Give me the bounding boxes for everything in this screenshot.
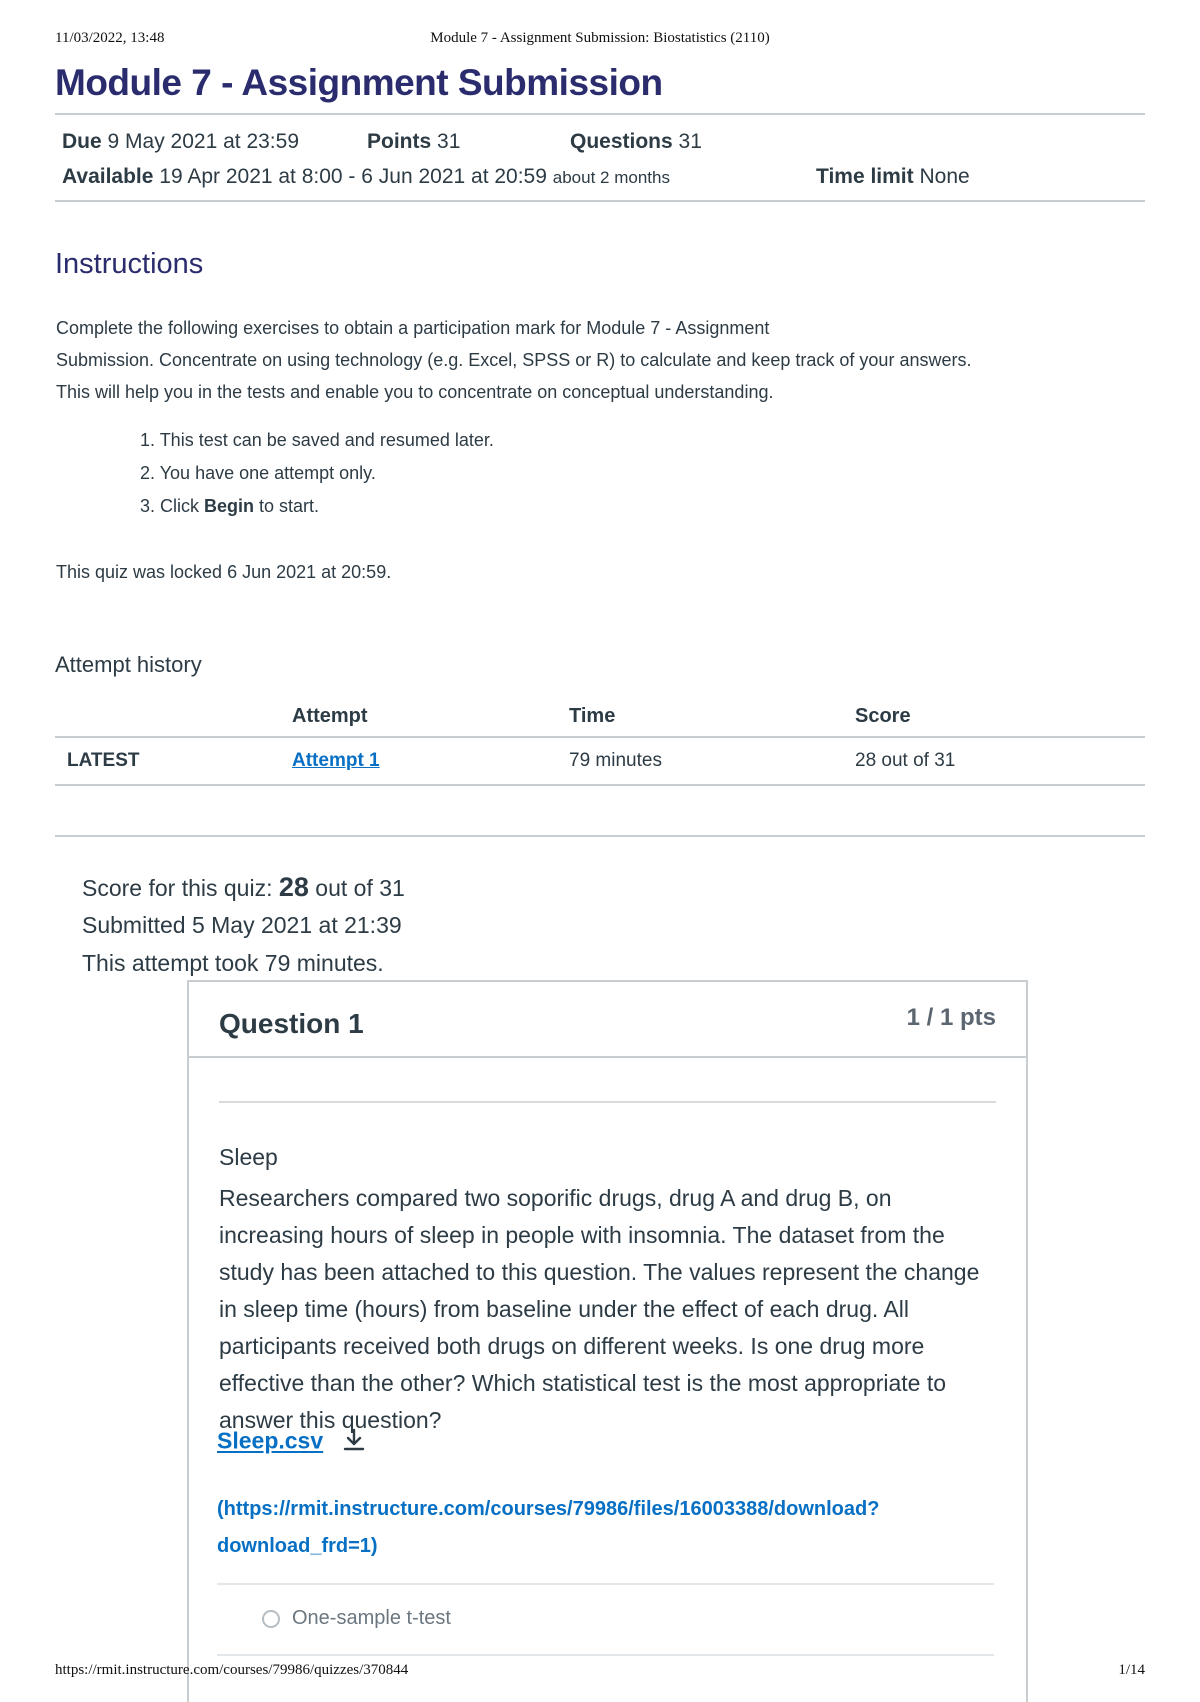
attempt-status: LATEST bbox=[67, 750, 140, 771]
divider bbox=[219, 1101, 996, 1103]
step-item: 3. Click Begin to start. bbox=[140, 496, 320, 516]
table-header-row bbox=[55, 696, 1145, 738]
question-subtitle: Sleep bbox=[219, 1144, 278, 1170]
instructions-steps bbox=[140, 424, 494, 523]
available-note: about 2 months bbox=[552, 168, 670, 187]
divider bbox=[55, 835, 1145, 837]
question-points: 1 / 1 pts bbox=[906, 1004, 996, 1031]
questions-label: Questions bbox=[570, 130, 673, 153]
step-item: 2. You have one attempt only. bbox=[140, 463, 376, 483]
attempt-history-table bbox=[55, 696, 1145, 786]
attempt-history-heading: Attempt history bbox=[55, 652, 202, 677]
radio-icon[interactable] bbox=[262, 1610, 280, 1628]
attempt-duration: This attempt took 79 minutes. bbox=[82, 950, 384, 976]
points-label: Points bbox=[367, 130, 432, 153]
attachment-url[interactable]: (https://rmit.instructure.com/courses/79986/files/16003388/download? bbox=[217, 1498, 880, 1520]
print-page-number: 1/14 bbox=[1118, 1662, 1145, 1678]
print-datetime: 11/03/2022, 13:48 bbox=[55, 30, 165, 46]
instructions-line: Submission. Concentrate on using technology (e.g. Excel, SPSS or R) to calculate and keep track of your answers. bbox=[56, 350, 972, 370]
begin-keyword: Begin bbox=[204, 496, 255, 516]
locked-note: This quiz was locked 6 Jun 2021 at 20:59. bbox=[56, 562, 392, 582]
time-limit-info bbox=[816, 165, 970, 189]
print-url: https://rmit.instructure.com/courses/79986/quizzes/370844 bbox=[55, 1662, 409, 1678]
questions-info bbox=[570, 130, 702, 154]
print-footer bbox=[55, 1662, 1145, 1684]
instructions-heading: Instructions bbox=[55, 248, 204, 280]
questions-value: 31 bbox=[678, 130, 702, 153]
quiz-score: Score for this quiz: 28 out of 31 bbox=[82, 872, 405, 902]
attachment-url[interactable]: download_frd=1) bbox=[217, 1535, 378, 1557]
available-label: Available bbox=[62, 165, 154, 188]
instructions-line: This will help you in the tests and enable you to concentrate on conceptual understanding. bbox=[56, 382, 774, 402]
question-header bbox=[189, 982, 1026, 1058]
question-text: Researchers compared two soporific drugs, drug A and drug B, on increasing hours of sleep in people with insomnia. The dataset from the study has been attached to this question. The values represent the change in sleep time (hours) from baseline under the effect of each drug. All participants received both drugs on different weeks. Is one drug more effective than the other? Which statistical test is the most appropriate to answer this question? bbox=[219, 1185, 980, 1433]
answer-option[interactable]: One-sample t-test bbox=[262, 1607, 451, 1630]
points-info bbox=[367, 130, 460, 154]
download-icon[interactable] bbox=[340, 1427, 368, 1455]
step-item: 1. This test can be saved and resumed later. bbox=[140, 430, 494, 450]
attempt-score: 28 out of 31 bbox=[855, 750, 956, 771]
page-title: Module 7 - Assignment Submission bbox=[55, 62, 663, 103]
attempt-time: 79 minutes bbox=[569, 750, 662, 771]
instructions-line: Complete the following exercises to obtain a participation mark for Module 7 - Assignment bbox=[56, 318, 770, 338]
question-card bbox=[187, 980, 1028, 1702]
question-title: Question 1 bbox=[219, 1008, 364, 1039]
col-header-attempt: Attempt bbox=[292, 705, 368, 727]
col-header-score: Score bbox=[855, 705, 911, 727]
instructions-text bbox=[56, 312, 1166, 408]
due-info bbox=[62, 130, 299, 154]
divider bbox=[55, 200, 1145, 202]
attachment bbox=[217, 1427, 368, 1467]
available-value: 19 Apr 2021 at 8:00 - 6 Jun 2021 at 20:59 bbox=[159, 165, 547, 188]
time-limit-value: None bbox=[919, 165, 970, 188]
divider bbox=[55, 113, 1145, 115]
available-info bbox=[62, 165, 670, 189]
print-doc-title: Module 7 - Assignment Submission: Biostatistics (2110) bbox=[430, 30, 770, 46]
divider bbox=[217, 1583, 994, 1585]
due-value: 9 May 2021 at 23:59 bbox=[107, 130, 300, 153]
time-limit-label: Time limit bbox=[816, 165, 914, 188]
attachment-link[interactable]: Sleep.csv bbox=[217, 1427, 324, 1454]
print-header bbox=[55, 30, 1145, 52]
divider bbox=[217, 1654, 994, 1656]
submitted-at: Submitted 5 May 2021 at 21:39 bbox=[82, 912, 402, 938]
quiz-score-value: 28 bbox=[278, 872, 309, 902]
attempt-link[interactable]: Attempt 1 bbox=[292, 750, 380, 771]
table-row bbox=[55, 738, 1145, 786]
due-label: Due bbox=[62, 130, 102, 153]
col-header-time: Time bbox=[569, 705, 616, 727]
points-value: 31 bbox=[437, 130, 461, 153]
